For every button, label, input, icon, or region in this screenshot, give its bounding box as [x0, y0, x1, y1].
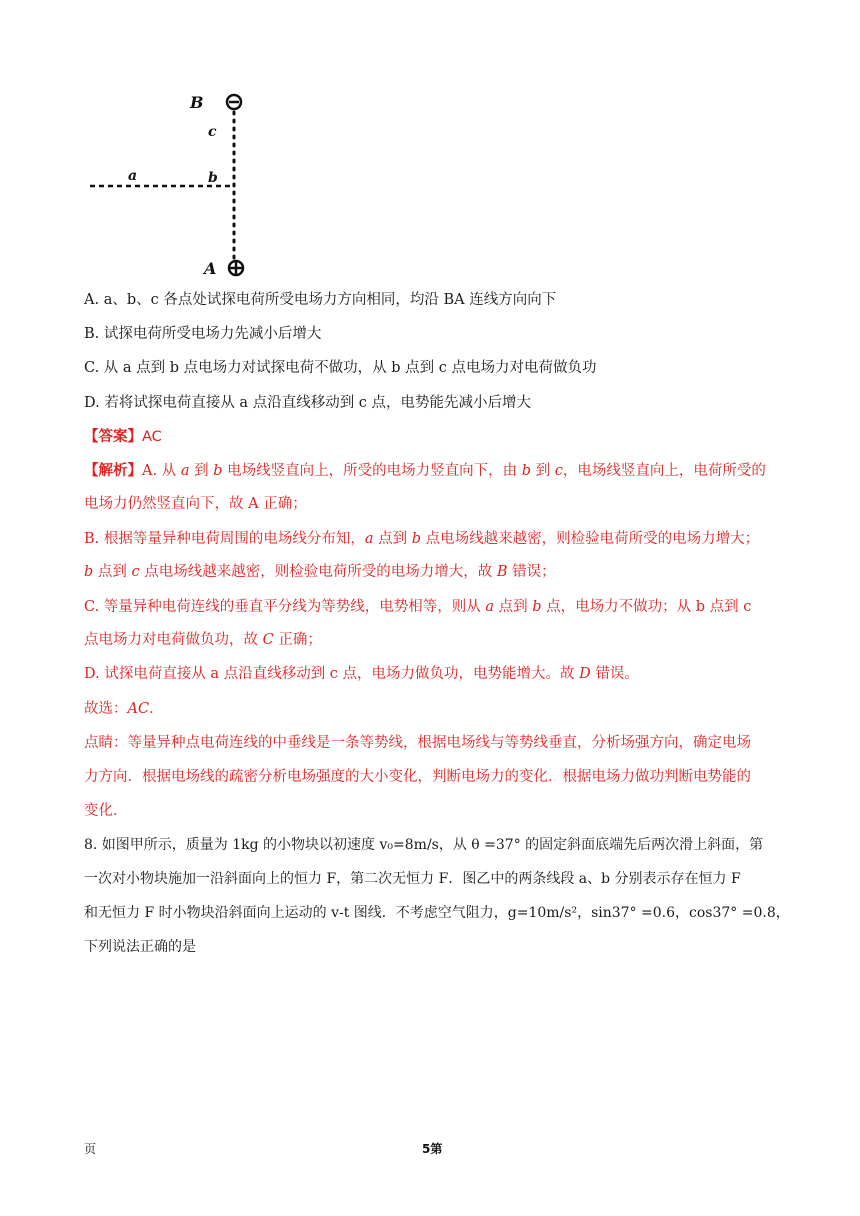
answer-line — [84, 427, 162, 447]
text-seg: 到 — [531, 463, 555, 479]
text-seg: 错误。 — [590, 666, 639, 682]
text-seg: b — [532, 599, 542, 615]
text-seg: D — [579, 666, 591, 682]
text-seg: 点电场力对电荷做负功，故 — [84, 632, 263, 648]
label-a: a — [128, 168, 138, 184]
text-seg: B. 根据等量异种电荷周围的电场线分布知， — [84, 531, 365, 547]
option-b: B. 试探电荷所受电场力先减小后增大 — [84, 326, 322, 342]
text-seg: a — [485, 599, 495, 615]
text-seg: b — [84, 564, 94, 580]
question-8-line-1: 8. 如图甲所示，质量为 1kg 的小物块以初速度 v₀=8m/s，从 θ =37° 的固定斜面底端先后两次滑上斜面，第 — [84, 837, 764, 853]
question-8-line-4: 下列说法正确的是 — [84, 939, 196, 955]
analysis-tag: 【解析】 — [84, 463, 142, 479]
text-seg: 正确； — [273, 632, 322, 648]
text-seg: b — [411, 531, 422, 547]
answer-value: AC — [142, 429, 162, 445]
question-8-line-2: 一次对小物块施加一沿斜面向上的恒力 F，第二次无恒力 F．图乙中的两条线段 a、b 分别表示存在恒力 F — [84, 871, 741, 887]
analysis-note-1: 点睛：等量异种点电荷连线的中垂线是一条等势线，根据电场线与等势线垂直，分析场强方向，确定电场 — [84, 735, 751, 751]
text-seg: ，电场线竖直向上，电荷所受的 — [562, 463, 766, 479]
analysis-line-2: 电场力仍然竖直向下，故 A 正确； — [84, 496, 307, 512]
footer-left: 页 — [84, 1142, 97, 1156]
text-seg: 错误； — [507, 564, 556, 580]
text-seg: 点，电场力不做功；从 b 点到 c — [541, 599, 752, 615]
text-seg: 点到 — [494, 599, 533, 615]
option-a: A. a、b、c 各点处试探电荷所受电场力方向相同，均沿 BA 连线方向向下 — [84, 292, 557, 308]
page-number: 5第 — [422, 1142, 443, 1156]
text-seg: 电场线竖直向上，所受的电场力竖直向下，由 — [222, 463, 522, 479]
text-seg: c — [554, 463, 563, 479]
text-seg: D. 试探电荷直接从 a 点沿直线移动到 c 点，电场力做负功，电势能增大。故 — [84, 666, 580, 682]
analysis-line-5 — [84, 597, 751, 617]
text-seg: b — [521, 463, 531, 479]
analysis-line-1 — [84, 461, 766, 481]
text-seg: A. 从 — [142, 463, 181, 479]
analysis-note-3: 变化． — [84, 803, 128, 819]
label-c: c — [208, 124, 217, 140]
answer-tag: 【答案】 — [84, 429, 142, 445]
analysis-line-8 — [84, 699, 154, 719]
text-seg: 点到 — [93, 564, 132, 580]
label-b: b — [208, 170, 218, 186]
text-seg: a — [180, 463, 190, 479]
analysis-line-6 — [84, 630, 322, 650]
text-seg: 故选： — [84, 701, 128, 717]
text-seg: C. 等量异种电荷连线的垂直平分线为等势线，电势相等，则从 — [84, 599, 486, 615]
analysis-line-4 — [84, 562, 556, 582]
text-seg: b — [213, 463, 223, 479]
analysis-line-3 — [84, 529, 759, 549]
option-d: D. 若将试探电荷直接从 a 点沿直线移动到 c 点，电势能先减小后增大 — [84, 395, 532, 411]
field-figure — [84, 84, 274, 284]
text-seg: a — [364, 531, 374, 547]
analysis-line-7 — [84, 664, 639, 684]
text-seg: AC — [127, 701, 150, 717]
analysis-note-2: 力方向．根据电场线的疏密分析电场强度的大小变化，判断电场力的变化．根据电场力做功判断电势能的 — [84, 769, 751, 785]
text-seg: 点到 — [373, 531, 412, 547]
text-seg: 点电场线越来越密，则检验电荷所受的电场力增大； — [421, 531, 760, 547]
option-c: C. 从 a 点到 b 点电场力对试探电荷不做功，从 b 点到 c 点电场力对电荷做负功 — [84, 360, 597, 376]
text-seg: c — [131, 564, 140, 580]
label-A: A — [204, 259, 217, 278]
text-seg: 点电场线越来越密，则检验电荷所受的电场力增大，故 — [139, 564, 497, 580]
question-8-line-3: 和无恒力 F 时小物块沿斜面向上运动的 v-t 图线．不考虑空气阻力，g=10m/s²，sin37° =0.6，cos37° =0.8， — [84, 905, 790, 921]
text-seg: 到 — [189, 463, 214, 479]
text-seg: B — [496, 564, 508, 580]
text-seg: C — [262, 632, 274, 648]
text-seg: . — [149, 701, 154, 717]
label-B: B — [190, 93, 204, 112]
